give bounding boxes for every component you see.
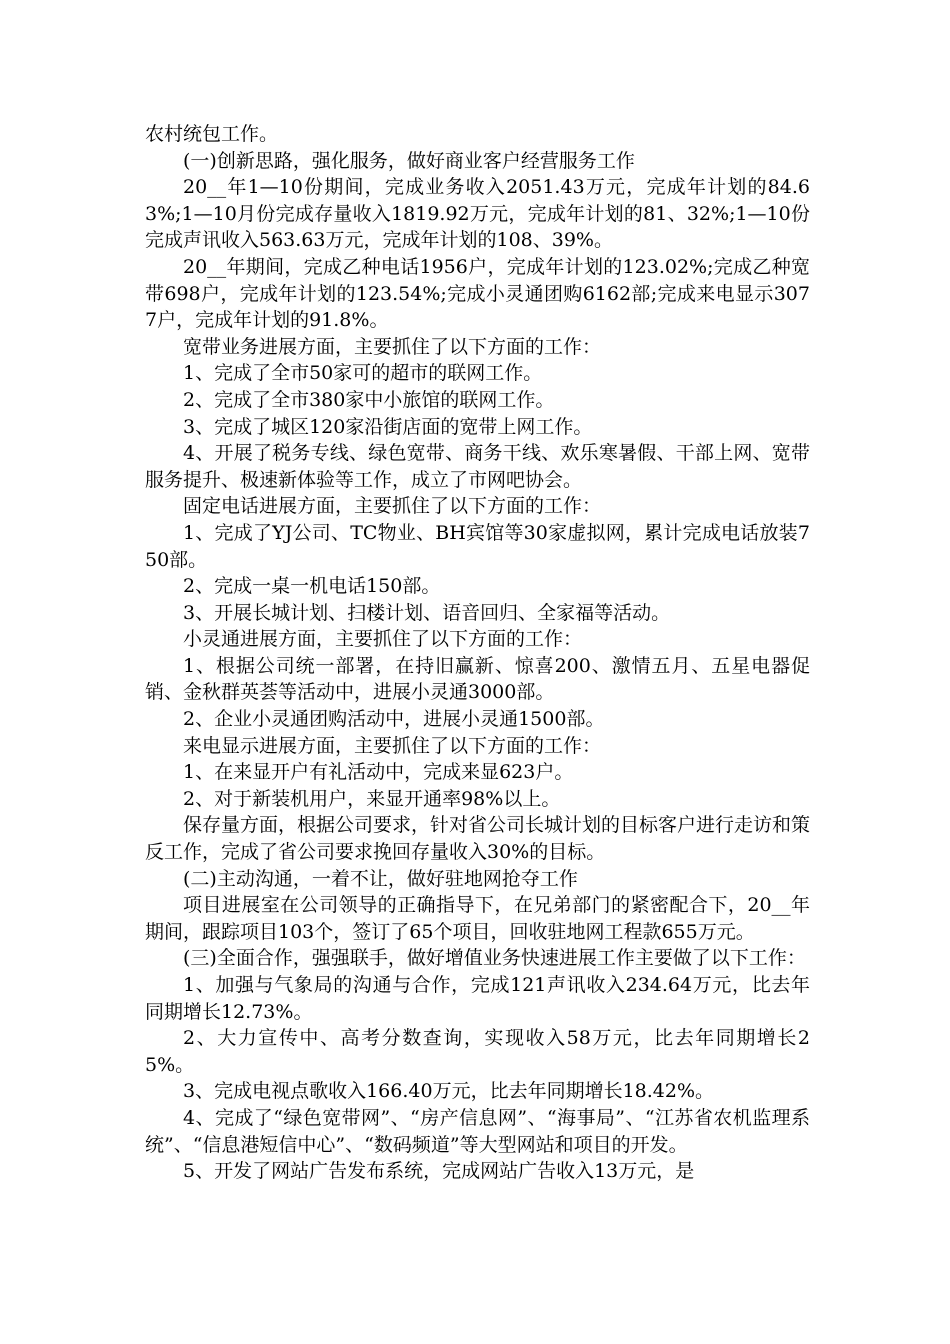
paragraph-14: 小灵通进展方面，主要抓住了以下方面的工作： [183, 628, 583, 651]
list-item-broadband-4: 4、开展了税务专线、绿色宽带、商务干线、欢乐寒暑假、干部上网、宽带服务提升、极速新体验等工作，成立了市网吧协会。 [145, 442, 810, 491]
paragraph-3: 20__年1—10份期间，完成业务收入2051.43万元，完成年计划的84.63%;1—10月份完成存量收入1819.92万元，完成年计划的81、32%;1—10份完成声讯收入563.63万元，完成年计划的108、39%。 [145, 176, 810, 252]
paragraph-10: 固定电话进展方面，主要抓住了以下方面的工作： [183, 495, 602, 518]
document-body [145, 121, 810, 1185]
section-heading-2: (二)主动沟通，一着不让，做好驻地网抢夺工作 [183, 867, 578, 890]
paragraph-20: 保存量方面，根据公司要求，针对省公司长城计划的目标客户进行走访和策反工作，完成了省公司要求挽回存量收入30%的目标。 [145, 814, 811, 864]
list-item-callerid-2: 2、对于新装机用户，来显开通率98%以上。 [183, 787, 561, 810]
section-heading-3: (三)全面合作，强强联手，做好增值业务快速进展工作主要做了以下工作： [183, 947, 806, 970]
paragraph-22: 项目进展室在公司领导的正确指导下，在兄弟部门的紧密配合下，20__年期间，跟踪项目103个，签订了65个项目，回收驻地网工程款655万元。 [145, 894, 810, 943]
list-item-callerid-1: 1、在来显开户有礼活动中，完成来显623户。 [183, 761, 574, 784]
paragraph-5: 宽带业务进展方面，主要抓住了以下方面的工作： [183, 335, 602, 358]
paragraph-17: 来电显示进展方面，主要抓住了以下方面的工作： [183, 734, 602, 757]
list-item-broadband-3: 3、完成了城区120家沿街店面的宽带上网工作。 [183, 415, 593, 438]
list-item-value-added-5: 5、开发了网站广告发布系统，完成网站广告收入13万元，是 [183, 1160, 695, 1183]
list-item-phs-1: 1、根据公司统一部署，在持旧赢新、惊喜200、激情五月、五星电器促销、金秋群英荟等活动中，进展小灵通3000部。 [145, 654, 810, 704]
list-item-phone-3: 3、开展长城计划、扫楼计划、语音回归、全家福等活动。 [183, 601, 671, 624]
list-item-phone-1: 1、完成了YJ公司、TC物业、BH宾馆等30家虚拟网，累计完成电话放装750部。 [145, 521, 810, 571]
list-item-value-added-3: 3、完成电视点歌收入166.40万元，比去年同期增长18.42%。 [183, 1080, 715, 1103]
list-item-value-added-1: 1、加强与气象局的沟通与合作，完成121声讯收入234.64万元，比去年同期增长12.73%。 [145, 974, 810, 1023]
list-item-broadband-2: 2、完成了全市380家中小旅馆的联网工作。 [183, 388, 555, 411]
list-item-value-added-2: 2、大力宣传中、高考分数查询，实现收入58万元，比去年同期增长25%。 [145, 1027, 810, 1076]
list-item-value-added-4: 4、完成了“绿色宽带网”、“房产信息网”、“海事局”、“江苏省农机监理系统”、“信息港短信中心”、“数码频道”等大型网站和项目的开发。 [145, 1106, 810, 1156]
paragraph-1: 农村统包工作。 [145, 123, 279, 145]
list-item-phone-2: 2、完成一桌一机电话150部。 [183, 575, 441, 598]
paragraph-4: 20__年期间，完成乙种电话1956户，完成年计划的123.02%;完成乙种宽带698户，完成年计划的123.54%;完成小灵通团购6162部;完成来电显示3077户，完成年计划的91.8%。 [145, 255, 810, 332]
list-item-broadband-1: 1、完成了全市50家可的超市的联网工作。 [183, 362, 543, 385]
list-item-phs-2: 2、企业小灵通团购活动中，进展小灵通1500部。 [183, 708, 605, 731]
section-heading-1: (一)创新思路，强化服务，做好商业客户经营服务工作 [183, 149, 635, 172]
